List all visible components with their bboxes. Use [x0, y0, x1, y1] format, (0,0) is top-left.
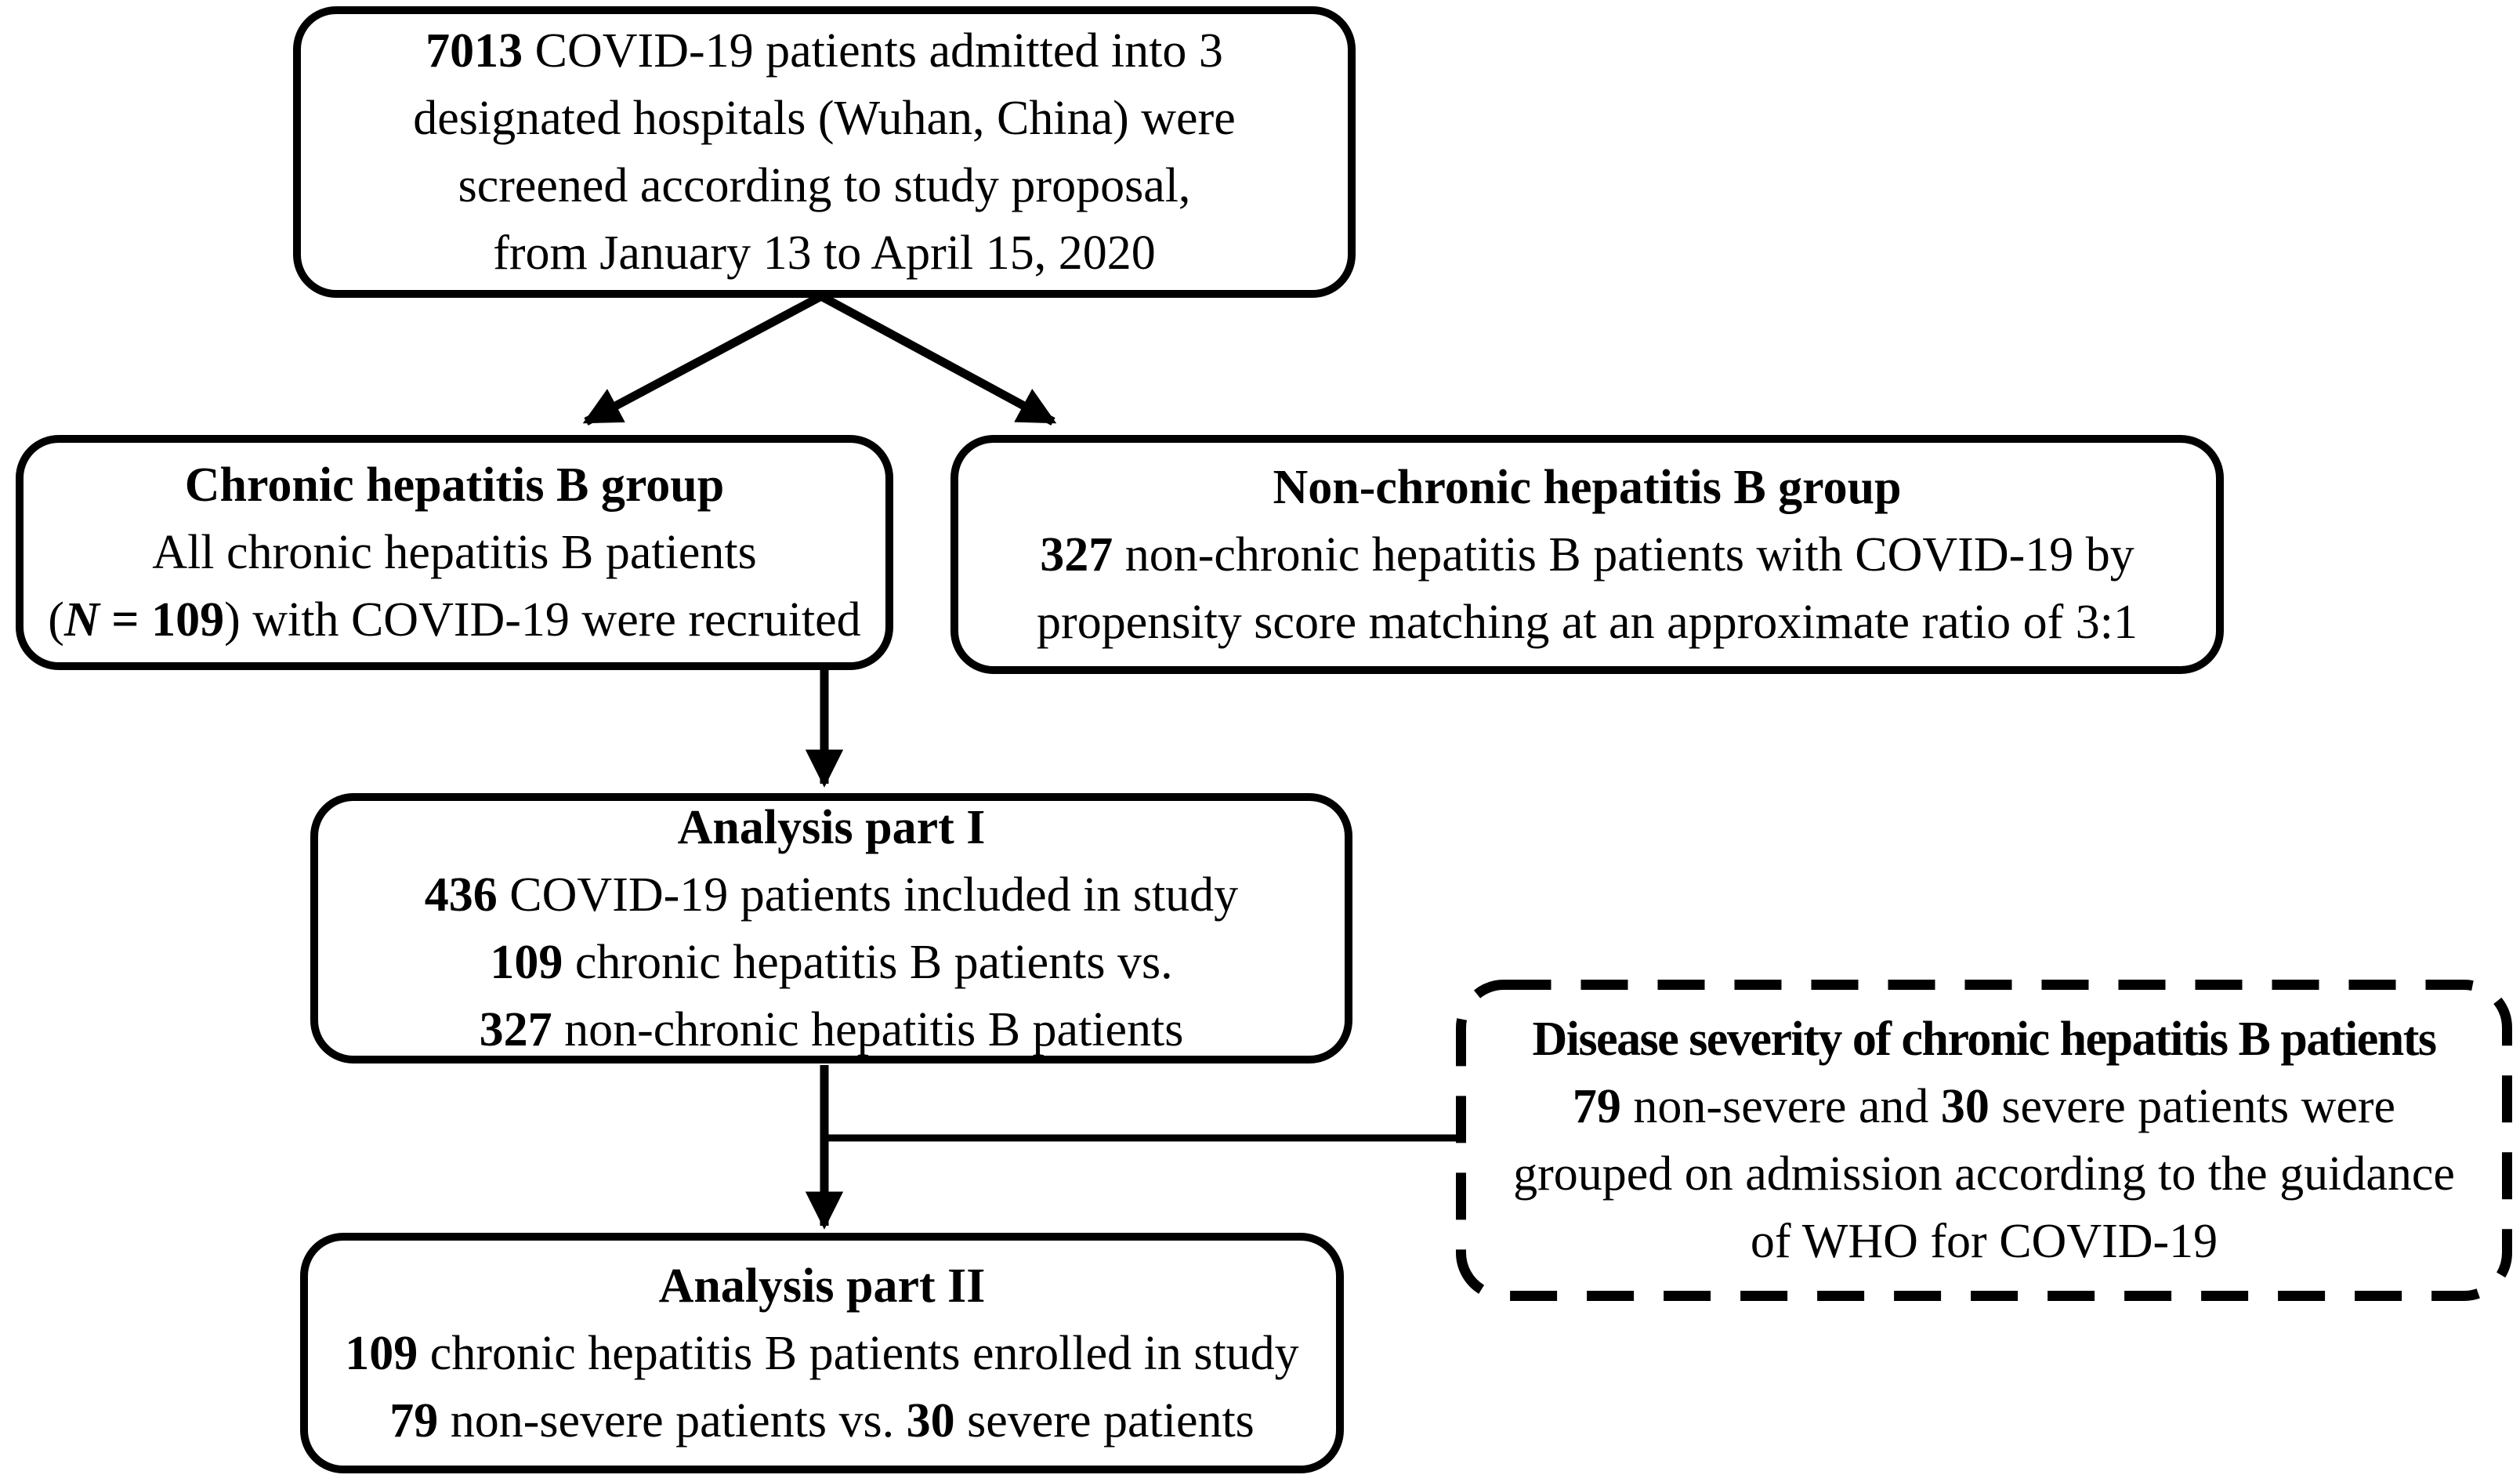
patient-count: 79: [1572, 1080, 1621, 1133]
text-segment: chronic hepatitis B patients enrolled in study: [418, 1326, 1299, 1380]
text-line: [1456, 1208, 2512, 1275]
split-arrow-right: [821, 296, 1053, 422]
patient-count: = 109: [99, 593, 225, 647]
split-arrow-left: [586, 296, 821, 422]
text-segment: chronic hepatitis B patients vs.: [563, 935, 1173, 989]
box-title: [1456, 1006, 2512, 1073]
text-segment: non-chronic hepatitis B patients: [552, 1002, 1184, 1056]
patient-count: 327: [479, 1002, 552, 1056]
text-segment: grouped on admission according to the guidance: [1513, 1147, 2455, 1201]
box-title: [24, 451, 885, 519]
text-line: [318, 929, 1345, 996]
patient-count: 30: [1940, 1080, 1990, 1133]
text-line: [301, 219, 1348, 287]
patient-count: 79: [389, 1393, 439, 1448]
text-line: [301, 85, 1348, 152]
non-chronic-hepatitis-b-group-box: [950, 435, 2224, 674]
patient-count: 30: [906, 1393, 955, 1448]
box-title: [958, 454, 2216, 521]
analysis-part-1-box: [310, 793, 1352, 1063]
text-line: [308, 1320, 1336, 1387]
text-line: [301, 17, 1348, 85]
text-segment: ) with COVID-19 were recruited: [224, 593, 861, 647]
text-segment: from January 13 to April 15, 2020: [493, 226, 1156, 280]
text-segment: propensity score matching at an approximate ratio of 3:1: [1037, 595, 2138, 649]
text-segment: of WHO for COVID-19: [1750, 1215, 2218, 1268]
text-segment: Analysis part II: [658, 1259, 986, 1313]
text-segment: severe patients were: [1989, 1080, 2396, 1133]
patient-count: 109: [490, 935, 563, 989]
text-segment: Chronic hepatitis B group: [184, 458, 725, 512]
text-segment: Disease severity of chronic hepatitis B patients: [1532, 1013, 2436, 1066]
text-line: [958, 589, 2216, 656]
text-segment: (: [48, 593, 64, 647]
text-segment: COVID-19 patients included in study: [497, 868, 1239, 922]
disease-severity-box: [1456, 980, 2512, 1301]
text-segment: screened according to study proposal,: [458, 159, 1191, 212]
text-segment: designated hospitals (Wuhan, China) were: [413, 92, 1236, 145]
patient-count: 109: [345, 1326, 418, 1380]
box-title: [308, 1252, 1336, 1320]
screening-box: [293, 6, 1356, 298]
text-line: [1456, 1140, 2512, 1208]
text-line: [1456, 1073, 2512, 1140]
text-segment: non-severe and: [1620, 1080, 1941, 1133]
text-segment: Analysis part I: [677, 800, 986, 854]
text-line: [308, 1387, 1336, 1455]
chronic-hepatitis-b-group-box: [16, 435, 893, 670]
patient-count: 327: [1040, 527, 1113, 582]
analysis-part-2-box: [300, 1233, 1344, 1473]
n-symbol: N: [63, 593, 100, 647]
text-segment: COVID-19 patients admitted into 3: [523, 24, 1223, 78]
text-segment: non-chronic hepatitis B patients with COVID-19 by: [1113, 527, 2134, 582]
text-line: [24, 519, 885, 586]
patient-count: 436: [424, 868, 498, 922]
text-segment: Non-chronic hepatitis B group: [1273, 460, 1902, 514]
text-segment: non-severe patients vs.: [438, 1393, 907, 1448]
text-segment: All chronic hepatitis B patients: [152, 526, 757, 579]
box-title: [318, 794, 1345, 861]
patient-count: 7013: [425, 24, 523, 78]
text-line: [24, 586, 885, 654]
text-line: [318, 996, 1345, 1063]
text-segment: severe patients: [954, 1393, 1255, 1448]
text-line: [958, 521, 2216, 589]
text-line: [318, 861, 1345, 929]
text-line: [301, 152, 1348, 219]
